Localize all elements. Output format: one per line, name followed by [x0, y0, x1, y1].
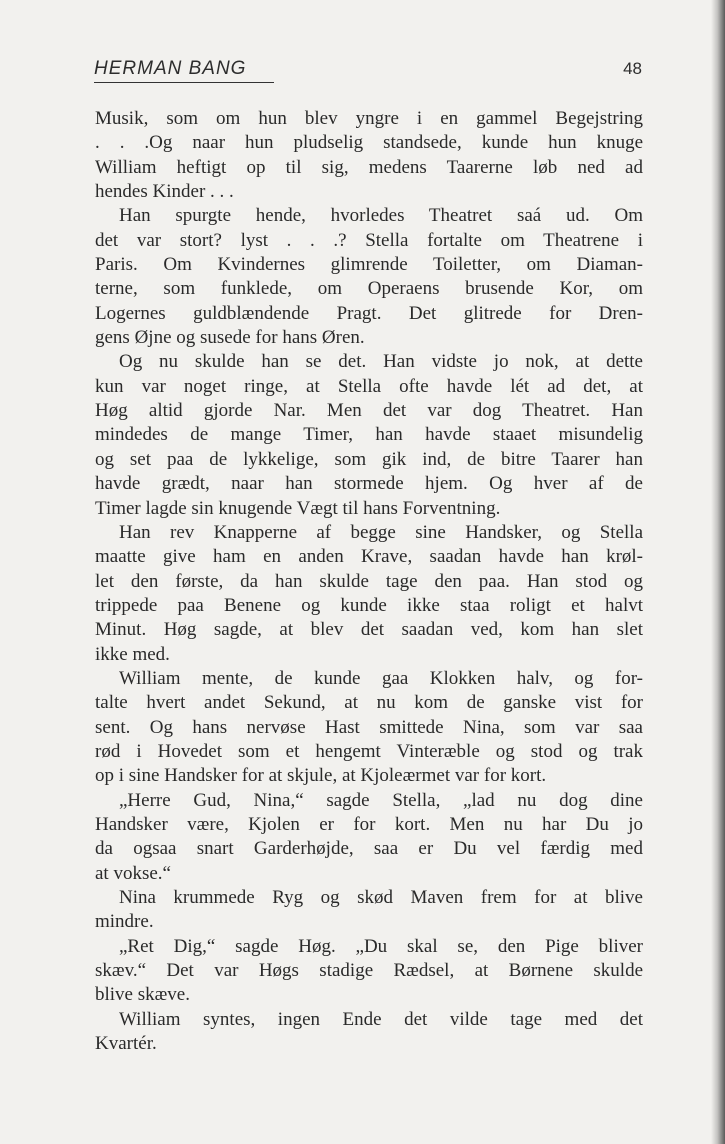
- text-line: det var stort? lyst . . .? Stella fortalte om Theatrene i: [95, 229, 643, 251]
- text-line: hendes Kinder . . .: [95, 181, 234, 203]
- text-line: rød i Hovedet som et hengemt Vinteræble og stod og trak: [95, 740, 643, 762]
- text-line: maatte give ham en anden Krave, saadan havde han krøl-: [95, 546, 643, 568]
- text-line: Han rev Knapperne af begge sine Handsker, og Stella: [119, 521, 643, 543]
- page-edge-shadow: [711, 0, 725, 1144]
- text-line: „Ret Dig,“ sagde Høg. „Du skal se, den Pige bliver: [119, 935, 643, 957]
- text-line: William mente, de kunde gaa Klokken halv, og for-: [119, 667, 643, 689]
- page-number: 48: [623, 59, 642, 78]
- text-line: kun var noget ringe, at Stella ofte havde lét ad det, at: [95, 375, 643, 397]
- text-line: „Herre Gud, Nina,“ sagde Stella, „lad nu dog dine: [119, 789, 643, 811]
- text-line: havde grædt, naar han stormede hjem. Og hver af de: [95, 473, 643, 495]
- text-line: Logernes guldblændende Pragt. Det glitrede for Dren-: [95, 302, 643, 324]
- text-line: mindedes de mange Timer, han havde staaet misundelig: [95, 424, 643, 446]
- text-line: talte hvert andet Sekund, at nu kom de ganske vist for: [95, 692, 643, 714]
- text-line: blive skæve.: [95, 984, 190, 1006]
- text-line: Kvartér.: [95, 1033, 157, 1055]
- text-line: William heftigt op til sig, medens Taarerne løb ned ad: [95, 156, 643, 178]
- text-line: ikke med.: [95, 643, 170, 665]
- text-line: . . .Og naar hun pludselig standsede, kunde hun knuge: [95, 132, 643, 154]
- text-line: let den første, da han skulde tage den paa. Han stod og: [95, 570, 643, 592]
- text-line: op i sine Handsker for at skjule, at Kjoleærmet var for kort.: [95, 765, 547, 787]
- text-line: Høg altid gjorde Nar. Men det var dog Theatret. Han: [95, 400, 643, 422]
- running-head-author: HERMAN BANG: [94, 58, 247, 79]
- text-line: William syntes, ingen Ende det vilde tage med det: [119, 1008, 643, 1030]
- text-line: Handsker være, Kjolen er for kort. Men nu har Du jo: [95, 813, 643, 835]
- text-line: trippede paa Benene og kunde ikke staa roligt et halvt: [95, 594, 643, 616]
- text-line: Paris. Om Kvindernes glimrende Toiletter, om Diaman-: [95, 254, 643, 276]
- running-head-rule: [94, 82, 274, 83]
- text-line: og set paa de lykkelige, som gik ind, de bitre Taarer han: [95, 448, 643, 470]
- text-line: at vokse.“: [95, 862, 171, 884]
- text-line: Minut. Høg sagde, at blev det saadan ved, kom han slet: [95, 619, 643, 641]
- text-line: gens Øjne og susede for hans Øren.: [95, 327, 365, 349]
- text-line: Nina krummede Ryg og skød Maven frem for at blive: [119, 887, 643, 908]
- text-line: mindre.: [95, 911, 154, 933]
- text-line: Timer lagde sin knugende Vægt til hans Forventning.: [95, 497, 501, 519]
- text-line: da ogsaa snart Garderhøjde, saa er Du vel færdig med: [95, 838, 643, 860]
- text-line: sent. Og hans nervøse Hast smittede Nina, som var saa: [95, 716, 643, 738]
- text-line: Musik, som om hun blev yngre i en gammel Begejstring: [95, 108, 643, 129]
- running-head: [94, 58, 642, 84]
- text-line: Han spurgte hende, hvorledes Theatret saá ud. Om: [119, 205, 643, 227]
- body-text: [95, 107, 643, 1056]
- text-line: Og nu skulde han se det. Han vidste jo nok, at dette: [119, 351, 643, 373]
- text-line: terne, som funklede, om Operaens brusende Kor, om: [95, 278, 643, 300]
- text-line: skæv.“ Det var Høgs stadige Rædsel, at Børnene skulde: [95, 960, 643, 982]
